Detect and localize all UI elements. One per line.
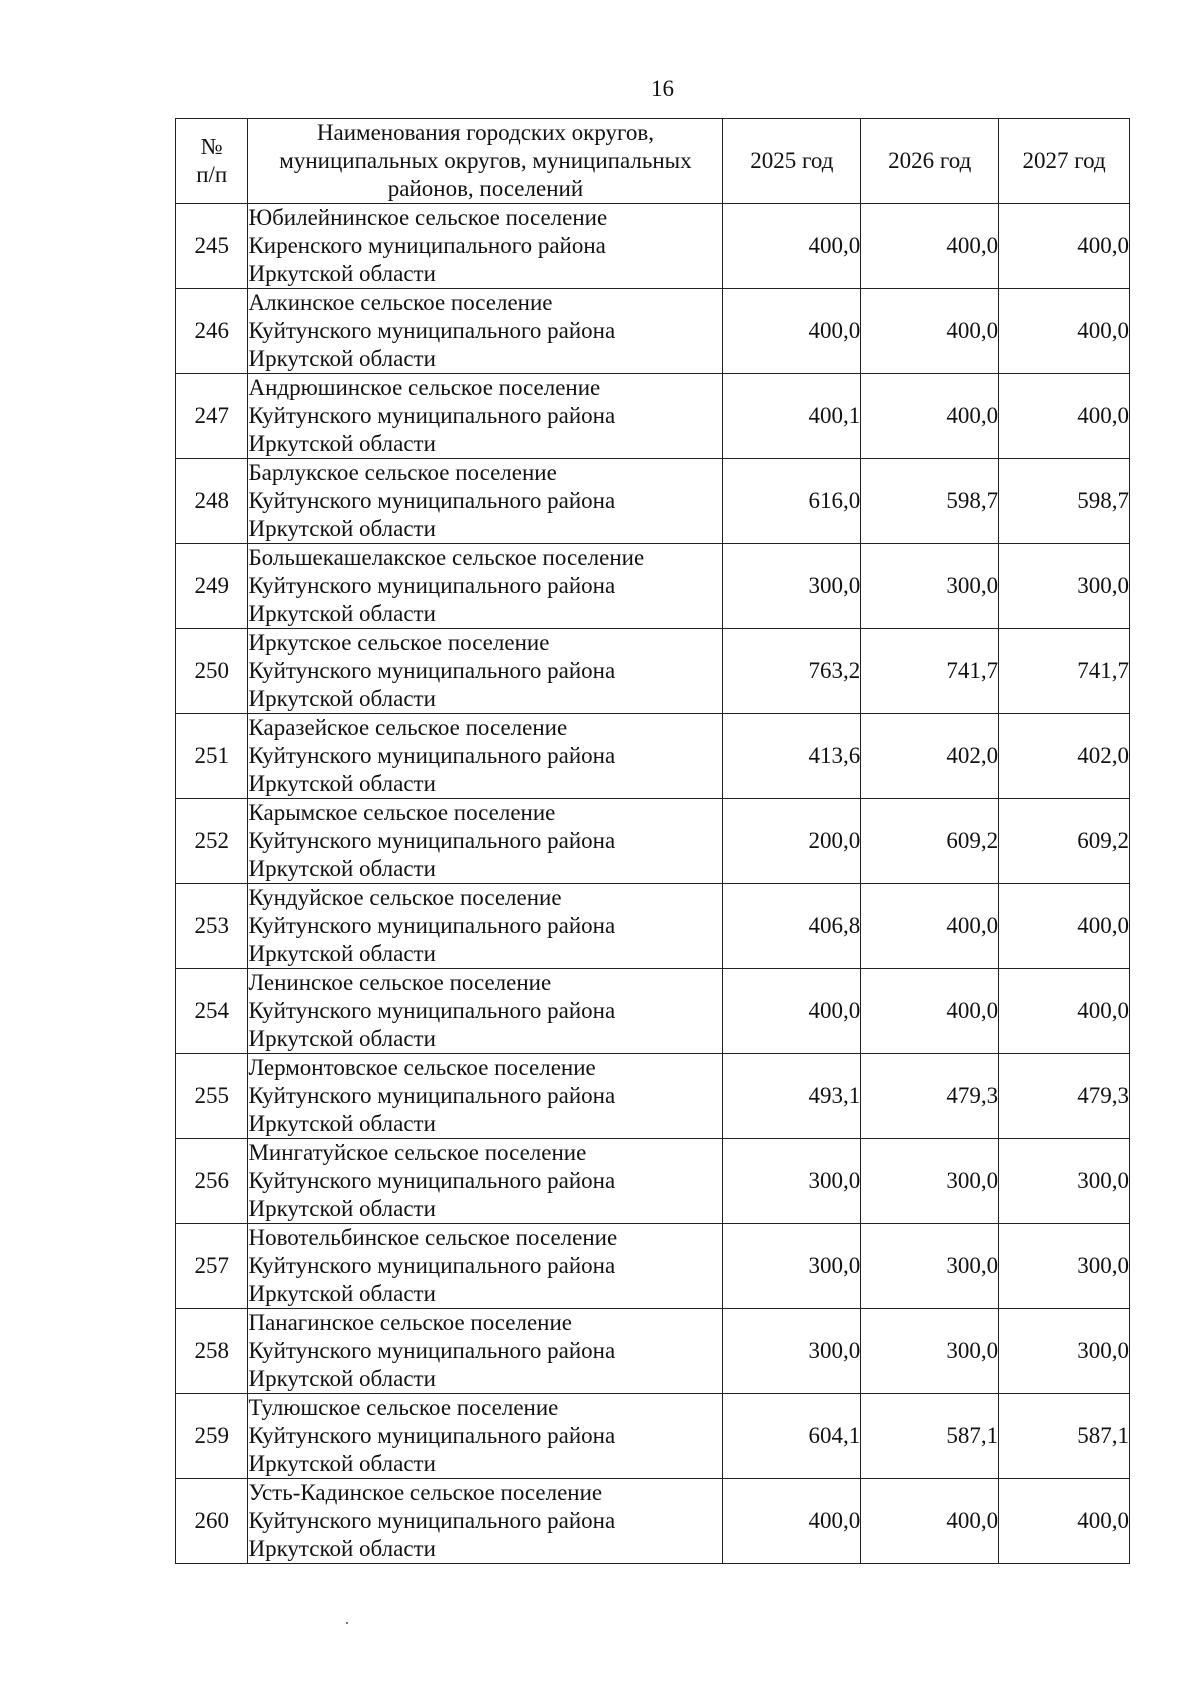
header-year-2026: 2026 год	[861, 119, 999, 204]
value-2026: 300,0	[861, 544, 999, 629]
value-2027: 400,0	[999, 289, 1130, 374]
value-2025: 300,0	[723, 1139, 861, 1224]
settlement-name-line: Куйтунского муниципального района	[248, 1338, 616, 1363]
settlement-name-line: Киренского муниципального района	[248, 233, 606, 258]
settlement-name-line: Иркутской области	[248, 1111, 436, 1136]
settlement-name-line: Куйтунского муниципального района	[248, 1423, 616, 1448]
row-settlement-name	[248, 884, 723, 969]
row-number: 250	[176, 629, 248, 714]
value-2027: 400,0	[999, 1479, 1130, 1564]
value-2025: 400,0	[723, 969, 861, 1054]
row-settlement-name	[248, 629, 723, 714]
settlement-name-line: Лермонтовское сельское поселение	[248, 1055, 596, 1080]
value-2026: 300,0	[861, 1139, 999, 1224]
row-number: 245	[176, 204, 248, 289]
value-2025: 300,0	[723, 544, 861, 629]
settlement-name-line: Большекашелакское сельское поселение	[248, 545, 645, 570]
header-name-line: муниципальных округов, муниципальных	[279, 148, 692, 173]
settlement-name-line: Алкинское сельское поселение	[248, 290, 553, 315]
value-2027: 300,0	[999, 1309, 1130, 1394]
row-number: 246	[176, 289, 248, 374]
table-row	[176, 1054, 1130, 1139]
value-2025: 200,0	[723, 799, 861, 884]
table-row	[176, 544, 1130, 629]
table-row	[176, 969, 1130, 1054]
row-number: 247	[176, 374, 248, 459]
settlement-name-line: Иркутской области	[248, 1451, 436, 1476]
settlement-name-line: Иркутской области	[248, 261, 436, 286]
settlement-name-line: Андрюшинское сельское поселение	[248, 375, 601, 400]
value-2025: 400,0	[723, 1479, 861, 1564]
settlement-name-line: Куйтунского муниципального района	[248, 488, 616, 513]
settlement-name-line: Иркутской области	[248, 941, 436, 966]
value-2026: 300,0	[861, 1309, 999, 1394]
budget-table	[175, 118, 1130, 1564]
settlement-name-line: Мингатуйское сельское поселение	[248, 1140, 587, 1165]
row-settlement-name	[248, 1054, 723, 1139]
table-header-row	[176, 119, 1130, 204]
row-number: 259	[176, 1394, 248, 1479]
value-2026: 598,7	[861, 459, 999, 544]
settlement-name-line: Куйтунского муниципального района	[248, 573, 616, 598]
table-row	[176, 289, 1130, 374]
settlement-name-line: Усть-Кадинское сельское поселение	[248, 1480, 603, 1505]
settlement-name-line: Иркутской области	[248, 1196, 436, 1221]
value-2026: 400,0	[861, 969, 999, 1054]
settlement-name-line: Куйтунского муниципального района	[248, 403, 616, 428]
row-settlement-name	[248, 799, 723, 884]
settlement-name-line: Юбилейнинское сельское поселение	[248, 205, 608, 230]
value-2026: 400,0	[861, 884, 999, 969]
row-settlement-name	[248, 374, 723, 459]
scan-speck	[346, 1622, 348, 1624]
settlement-name-line: Куйтунского муниципального района	[248, 913, 616, 938]
page-number: 16	[651, 76, 674, 101]
table-row	[176, 714, 1130, 799]
value-2025: 300,0	[723, 1309, 861, 1394]
settlement-name-line: Иркутской области	[248, 1366, 436, 1391]
value-2026: 400,0	[861, 289, 999, 374]
header-number	[176, 119, 248, 204]
header-number-symbol: №	[200, 134, 223, 159]
value-2026: 609,2	[861, 799, 999, 884]
row-settlement-name	[248, 1394, 723, 1479]
settlement-name-line: Куйтунского муниципального района	[248, 318, 616, 343]
value-2026: 400,0	[861, 1479, 999, 1564]
value-2026: 400,0	[861, 374, 999, 459]
value-2025: 400,0	[723, 204, 861, 289]
value-2025: 604,1	[723, 1394, 861, 1479]
value-2027: 400,0	[999, 374, 1130, 459]
row-settlement-name	[248, 1139, 723, 1224]
value-2027: 400,0	[999, 969, 1130, 1054]
value-2025: 406,8	[723, 884, 861, 969]
value-2026: 402,0	[861, 714, 999, 799]
settlement-name-line: Куйтунского муниципального района	[248, 998, 616, 1023]
value-2027: 400,0	[999, 884, 1130, 969]
value-2027: 609,2	[999, 799, 1130, 884]
value-2025: 616,0	[723, 459, 861, 544]
table-row	[176, 204, 1130, 289]
settlement-name-line: Иркутской области	[248, 1026, 436, 1051]
row-number: 253	[176, 884, 248, 969]
settlement-name-line: Куйтунского муниципального района	[248, 743, 616, 768]
table-row	[176, 459, 1130, 544]
settlement-name-line: Куйтунского муниципального района	[248, 1508, 616, 1533]
row-number: 257	[176, 1224, 248, 1309]
row-settlement-name	[248, 204, 723, 289]
row-number: 248	[176, 459, 248, 544]
settlement-name-line: Куйтунского муниципального района	[248, 1253, 616, 1278]
settlement-name-line: Каразейское сельское поселение	[248, 715, 568, 740]
settlement-name-line: Барлукское сельское поселение	[248, 460, 557, 485]
settlement-name-line: Куйтунского муниципального района	[248, 1168, 616, 1193]
value-2027: 587,1	[999, 1394, 1130, 1479]
value-2027: 300,0	[999, 1139, 1130, 1224]
settlement-name-line: Иркутской области	[248, 686, 436, 711]
value-2027: 598,7	[999, 459, 1130, 544]
value-2025: 413,6	[723, 714, 861, 799]
header-number-abbr: п/п	[196, 162, 228, 187]
row-number: 258	[176, 1309, 248, 1394]
value-2027: 300,0	[999, 1224, 1130, 1309]
settlement-name-line: Иркутской области	[248, 771, 436, 796]
row-number: 260	[176, 1479, 248, 1564]
row-settlement-name	[248, 1309, 723, 1394]
settlement-name-line: Куйтунского муниципального района	[248, 1083, 616, 1108]
settlement-name-line: Иркутской области	[248, 1536, 436, 1561]
value-2025: 493,1	[723, 1054, 861, 1139]
row-settlement-name	[248, 969, 723, 1054]
settlement-name-line: Ленинское сельское поселение	[248, 970, 552, 995]
table-row	[176, 799, 1130, 884]
header-year-2025: 2025 год	[723, 119, 861, 204]
settlement-name-line: Кундуйское сельское поселение	[248, 885, 562, 910]
settlement-name-line: Тулюшское сельское поселение	[248, 1395, 559, 1420]
settlement-name-line: Иркутское сельское поселение	[248, 630, 550, 655]
settlement-name-line: Иркутской области	[248, 431, 436, 456]
settlement-name-line: Карымское сельское поселение	[248, 800, 556, 825]
settlement-name-line: Новотельбинское сельское поселение	[248, 1225, 618, 1250]
row-settlement-name	[248, 289, 723, 374]
table-row	[176, 1224, 1130, 1309]
row-number: 256	[176, 1139, 248, 1224]
row-settlement-name	[248, 714, 723, 799]
table-body	[176, 204, 1130, 1564]
settlement-name-line: Куйтунского муниципального района	[248, 658, 616, 683]
value-2026: 479,3	[861, 1054, 999, 1139]
value-2027: 400,0	[999, 204, 1130, 289]
settlement-name-line: Иркутской области	[248, 346, 436, 371]
row-settlement-name	[248, 1479, 723, 1564]
value-2027: 741,7	[999, 629, 1130, 714]
value-2026: 300,0	[861, 1224, 999, 1309]
table-row	[176, 884, 1130, 969]
row-settlement-name	[248, 1224, 723, 1309]
table-row	[176, 1139, 1130, 1224]
header-name	[248, 119, 723, 204]
value-2025: 400,0	[723, 289, 861, 374]
header-name-line: районов, поселений	[387, 176, 584, 201]
value-2025: 300,0	[723, 1224, 861, 1309]
settlement-name-line: Иркутской области	[248, 516, 436, 541]
row-number: 252	[176, 799, 248, 884]
settlement-name-line: Иркутской области	[248, 856, 436, 881]
settlement-name-line: Панагинское сельское поселение	[248, 1310, 573, 1335]
settlement-name-line: Куйтунского муниципального района	[248, 828, 616, 853]
value-2027: 402,0	[999, 714, 1130, 799]
header-year-2027: 2027 год	[999, 119, 1130, 204]
value-2025: 763,2	[723, 629, 861, 714]
row-number: 249	[176, 544, 248, 629]
header-name-line: Наименования городских округов,	[316, 120, 654, 145]
table-row	[176, 374, 1130, 459]
table-row	[176, 1394, 1130, 1479]
value-2027: 479,3	[999, 1054, 1130, 1139]
table-row	[176, 1479, 1130, 1564]
row-number: 251	[176, 714, 248, 799]
row-number: 255	[176, 1054, 248, 1139]
value-2026: 741,7	[861, 629, 999, 714]
table-row	[176, 629, 1130, 714]
value-2026: 400,0	[861, 204, 999, 289]
settlement-name-line: Иркутской области	[248, 1281, 436, 1306]
row-settlement-name	[248, 459, 723, 544]
settlement-name-line: Иркутской области	[248, 601, 436, 626]
value-2026: 587,1	[861, 1394, 999, 1479]
row-number: 254	[176, 969, 248, 1054]
table-row	[176, 1309, 1130, 1394]
value-2027: 300,0	[999, 544, 1130, 629]
row-settlement-name	[248, 544, 723, 629]
value-2025: 400,1	[723, 374, 861, 459]
